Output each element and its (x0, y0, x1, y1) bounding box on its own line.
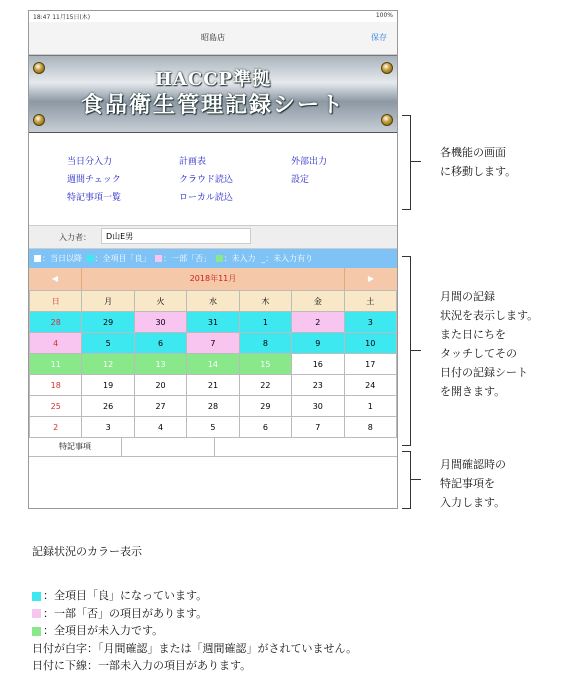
calendar-day-cell[interactable]: 8 (344, 417, 396, 438)
inputter-label: 入力者： (59, 233, 91, 242)
bracket-special (402, 451, 411, 509)
banner-title-line2: 食品衛生管理記録シート (80, 92, 345, 118)
special-notes-cell (215, 438, 397, 456)
calendar-day-cell[interactable]: 3 (344, 312, 396, 333)
calendar-day-cell[interactable]: 4 (30, 333, 82, 354)
calendar-day-cell[interactable]: 20 (134, 375, 186, 396)
calendar-day-cell[interactable]: 22 (239, 375, 291, 396)
explain-title: 記録状況のカラー表示 (32, 545, 142, 558)
calendar-day-cell[interactable]: 11 (30, 354, 82, 375)
calendar-day-cell[interactable]: 7 (187, 333, 239, 354)
calendar-day-cell[interactable]: 4 (134, 417, 186, 438)
inputter-row (29, 226, 397, 249)
navigation-bar (29, 22, 397, 55)
link-plan[interactable]: 計画表 (179, 157, 207, 167)
legend-item-underline: _：未入力有り (261, 254, 314, 263)
store-title: 昭島店 (201, 33, 225, 42)
app-banner (29, 55, 397, 133)
calendar-day-cell[interactable]: 25 (30, 396, 82, 417)
next-month-button[interactable]: ▶ (367, 274, 375, 283)
weekday-header: 日 (30, 291, 82, 312)
calendar-day-cell[interactable]: 10 (344, 333, 396, 354)
weekday-header: 水 (187, 291, 239, 312)
calendar-day-cell[interactable]: 31 (187, 312, 239, 333)
link-weekly-check[interactable]: 週間チェック (67, 175, 121, 185)
bracket-tick (411, 479, 421, 480)
explain-text: 日付が白字：「月間確認」または「週間確認」がされていません。 (32, 641, 358, 655)
legend-item-partial-ng: 一部「否」 (171, 254, 212, 263)
calendar-day-cell[interactable]: 6 (134, 333, 186, 354)
explain-line (32, 605, 207, 621)
calendar-day-cell[interactable]: 30 (292, 396, 344, 417)
legend-item-future: 当日以降 (50, 254, 82, 263)
battery-indicator: 100% (375, 12, 393, 19)
calendar-day-cell[interactable]: 1 (344, 396, 396, 417)
annotation-calendar: 月間の記録 状況を表示します。 また日にちを タッチしてその 日付の記録シート を開きます。 (440, 290, 539, 398)
bracket-calendar (402, 256, 411, 446)
function-links (29, 133, 397, 226)
calendar-day-cell[interactable]: 23 (292, 375, 344, 396)
special-notes-cell (122, 438, 215, 456)
legend-cyan-swatch (87, 255, 94, 262)
link-special-list[interactable]: 特記事項一覧 (67, 193, 122, 203)
link-export[interactable]: 外部出力 (291, 157, 328, 167)
calendar-day-cell[interactable]: 3 (82, 417, 134, 438)
status-time: 18:47 11月15日(木) (33, 14, 91, 21)
explain-text: ：全項目が未入力です。 (43, 624, 164, 637)
explain-line (32, 640, 357, 656)
calendar-week-row (30, 396, 397, 417)
weekday-header: 土 (344, 291, 396, 312)
device-screen (28, 10, 398, 509)
calendar-day-cell[interactable]: 24 (344, 375, 396, 396)
calendar-day-cell[interactable]: 18 (30, 375, 82, 396)
special-notes-label: 特記事項 (29, 438, 122, 456)
prev-month-button[interactable]: ◀ (51, 274, 59, 283)
calendar-day-cell[interactable]: 26 (82, 396, 134, 417)
link-today-input[interactable]: 当日分入力 (67, 157, 113, 167)
explain-line (32, 622, 163, 638)
calendar-day-cell[interactable]: 30 (134, 312, 186, 333)
save-button[interactable]: 保存 (371, 33, 387, 42)
bracket-tick (411, 350, 421, 351)
calendar-day-cell[interactable]: 6 (239, 417, 291, 438)
calendar-day-cell[interactable]: 13 (134, 354, 186, 375)
calendar-day-cell[interactable]: 16 (292, 354, 344, 375)
annotation-special: 月間確認時の 特記事項を 入力します。 (440, 458, 506, 509)
special-notes-header (29, 438, 397, 457)
calendar-day-cell[interactable]: 19 (82, 375, 134, 396)
calendar-day-cell[interactable]: 9 (292, 333, 344, 354)
calendar-day-cell[interactable]: 17 (344, 354, 396, 375)
link-local-load[interactable]: ローカル読込 (179, 193, 233, 203)
annotation-functions: 各機能の画面 に移動します。 (440, 146, 517, 178)
bracket-tick (411, 161, 421, 162)
status-bar (29, 11, 397, 22)
month-header (29, 268, 397, 290)
color-swatch (32, 592, 41, 601)
weekday-header: 金 (292, 291, 344, 312)
calendar-day-cell[interactable]: 5 (82, 333, 134, 354)
calendar-day-cell[interactable]: 7 (292, 417, 344, 438)
legend-item-all-good: 全項目「良」 (102, 254, 151, 263)
calendar-day-cell[interactable]: 2 (292, 312, 344, 333)
inputter-field[interactable]: D山E男 (101, 228, 251, 244)
calendar-day-cell[interactable]: 28 (187, 396, 239, 417)
calendar-day-cell[interactable]: 5 (187, 417, 239, 438)
calendar-day-cell[interactable]: 2 (30, 417, 82, 438)
calendar-day-cell[interactable]: 14 (187, 354, 239, 375)
month-label: 2018年11月 (81, 268, 345, 290)
color-swatch (32, 609, 41, 618)
calendar-week-row (30, 312, 397, 333)
legend-pink-swatch (155, 255, 162, 262)
weekday-header: 火 (134, 291, 186, 312)
bracket-functions (402, 115, 411, 210)
calendar-week-row (30, 417, 397, 438)
calendar-week-row (30, 375, 397, 396)
legend-white-swatch (34, 255, 41, 262)
banner-title-line1: HACCP準拠 (154, 69, 272, 90)
calendar-day-cell[interactable]: 21 (187, 375, 239, 396)
explain-text: ：全項目「良」になっています。 (43, 589, 208, 602)
explain-line (32, 587, 207, 603)
legend-green-swatch (216, 255, 223, 262)
explain-text: 日付に下線：一部未入力の項目があります。 (32, 659, 252, 672)
calendar-day-cell[interactable]: 29 (239, 396, 291, 417)
calendar-week-row (30, 354, 397, 375)
calendar-day-cell[interactable]: 12 (82, 354, 134, 375)
legend-item-not-entered: 未入力 (231, 254, 256, 263)
weekday-header: 月 (82, 291, 134, 312)
calendar-day-cell[interactable]: 15 (239, 354, 291, 375)
explain-text: ：一部「否」の項目があります。 (43, 606, 208, 620)
legend-bar: ：当日以降 ：全項目「良」 ：一部「否」 ：未入力 _：未入力有り (29, 249, 397, 268)
calendar-day-cell[interactable]: 27 (134, 396, 186, 417)
special-notes-input[interactable] (29, 457, 397, 497)
link-cloud-load[interactable]: クラウド読込 (179, 175, 234, 185)
calendar-day-cell[interactable]: 1 (239, 312, 291, 333)
link-settings[interactable]: 設定 (291, 175, 310, 185)
calendar-week-row (30, 333, 397, 354)
calendar-grid (29, 290, 397, 438)
calendar-day-cell[interactable]: 8 (239, 333, 291, 354)
weekday-header: 木 (239, 291, 291, 312)
calendar-day-cell[interactable]: 28 (30, 312, 82, 333)
weekday-row (30, 291, 397, 312)
explain-line (32, 657, 251, 673)
color-swatch (32, 627, 41, 636)
calendar-day-cell[interactable]: 29 (82, 312, 134, 333)
